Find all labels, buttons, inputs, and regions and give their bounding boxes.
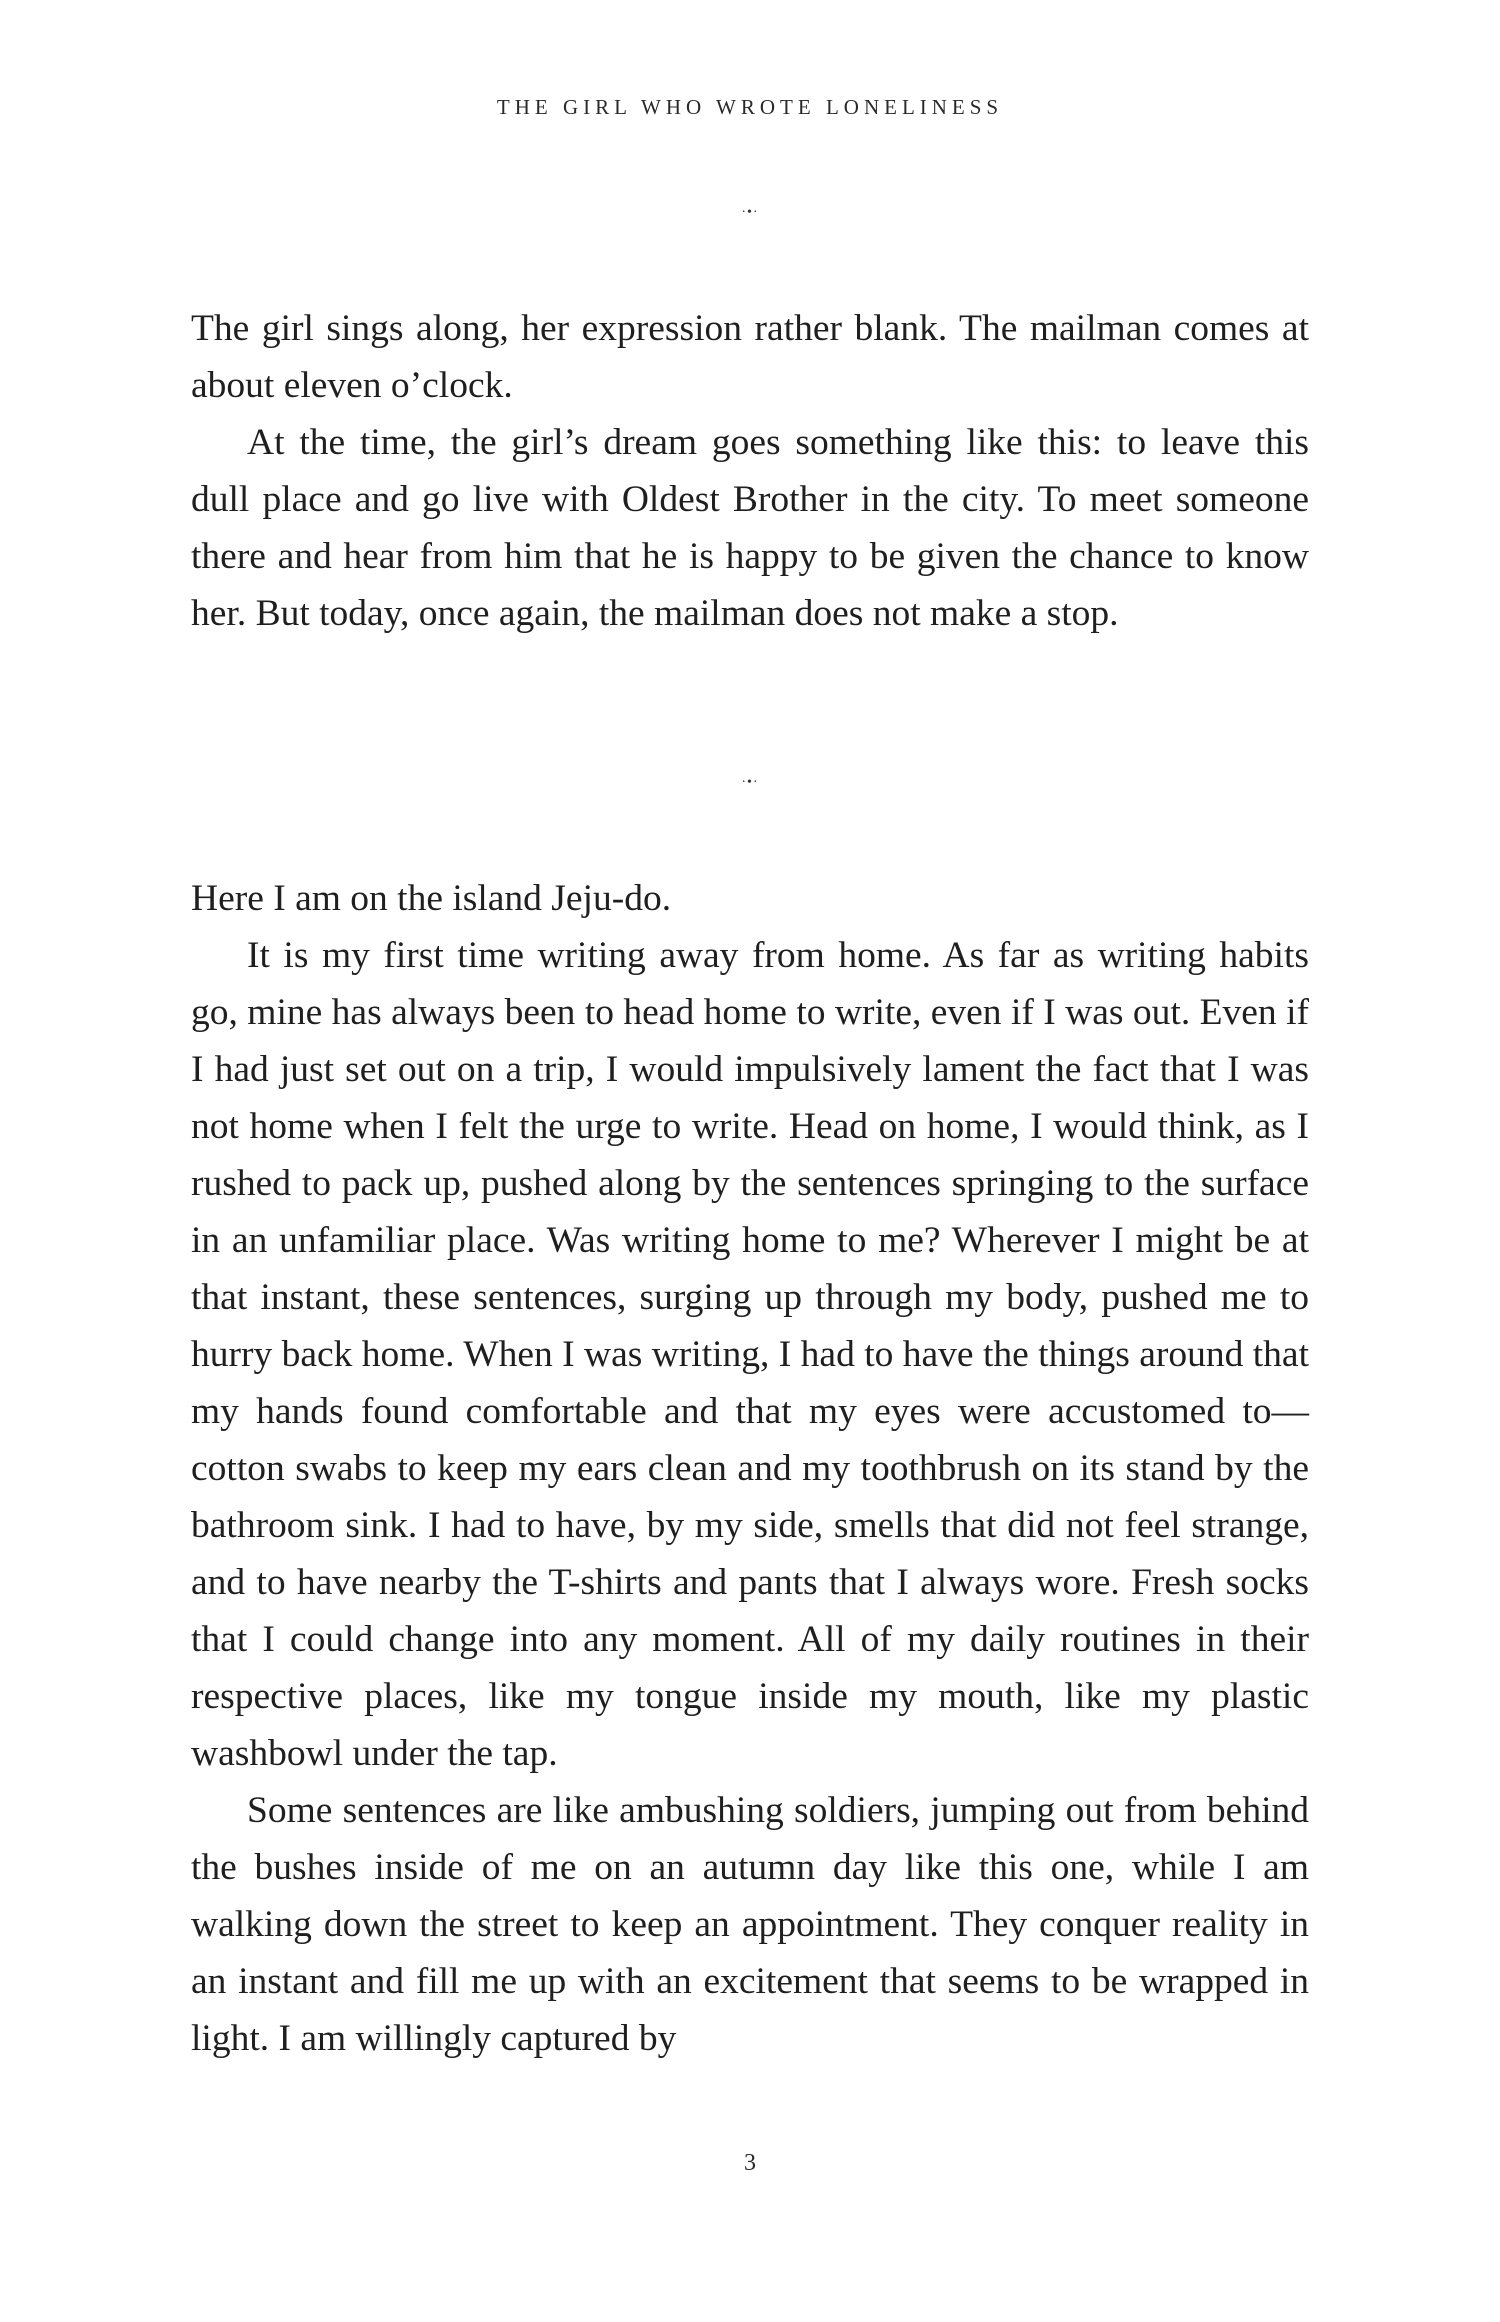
paragraph: The girl sings along, her expression rather blank. The mailman comes at about eleven o’clock. xyxy=(191,308,1309,406)
section-break-ornament: ·•· xyxy=(741,205,759,220)
paragraph: At the time, the girl’s dream goes something like this: to leave this dull place and go live with Oldest Brother in the city. To meet someone there and hear from him that he is happy to be given the chance to know her. But today, once again, the mailman does not make a stop. xyxy=(191,422,1309,634)
running-head: THE GIRL WHO WROTE LONELINESS xyxy=(496,95,1004,119)
page-number: 3 xyxy=(744,2150,756,2176)
paragraph: It is my first time writing away from home. As far as writing habits go, mine has always been to head home to write, even if I was out. Even if I had just set out on a trip, I would impulsively lament the fact that I was not home when I felt the urge to write. Head on home, I would think, as I rushed to pack up, pushed along by the sentences springing to the surface in an unfamiliar place. Was writing home to me? Wherever I might be at that instant, these sentences, surging up through my body, pushed me to hurry back home. When I was writing, I had to have the things around that my hands found comfortable and that my eyes were accustomed to—cotton swabs to keep my ears clean and my toothbrush on its stand by the bathroom sink. I had to have, by my side, smells that did not feel strange, and to have nearby the T-shirts and pants that I always wore. Fresh socks that I could change into any moment. All of my daily routines in their respective places, like my tongue inside my mouth, like my plastic washbowl under the tap. xyxy=(191,935,1309,1774)
section-break-ornament: ·•· xyxy=(741,775,759,790)
section-2-text xyxy=(191,870,1309,2067)
paragraph: Some sentences are like ambushing soldiers, jumping out from behind the bushes inside of me on an autumn day like this one, while I am walking down the street to keep an appointment. They conquer reality in an instant and fill me up with an excitement that seems to be wrapped in light. I am willingly captured by xyxy=(191,1790,1309,2059)
section-1-text xyxy=(191,300,1309,642)
paragraph: Here I am on the island Jeju-do. xyxy=(191,878,672,919)
